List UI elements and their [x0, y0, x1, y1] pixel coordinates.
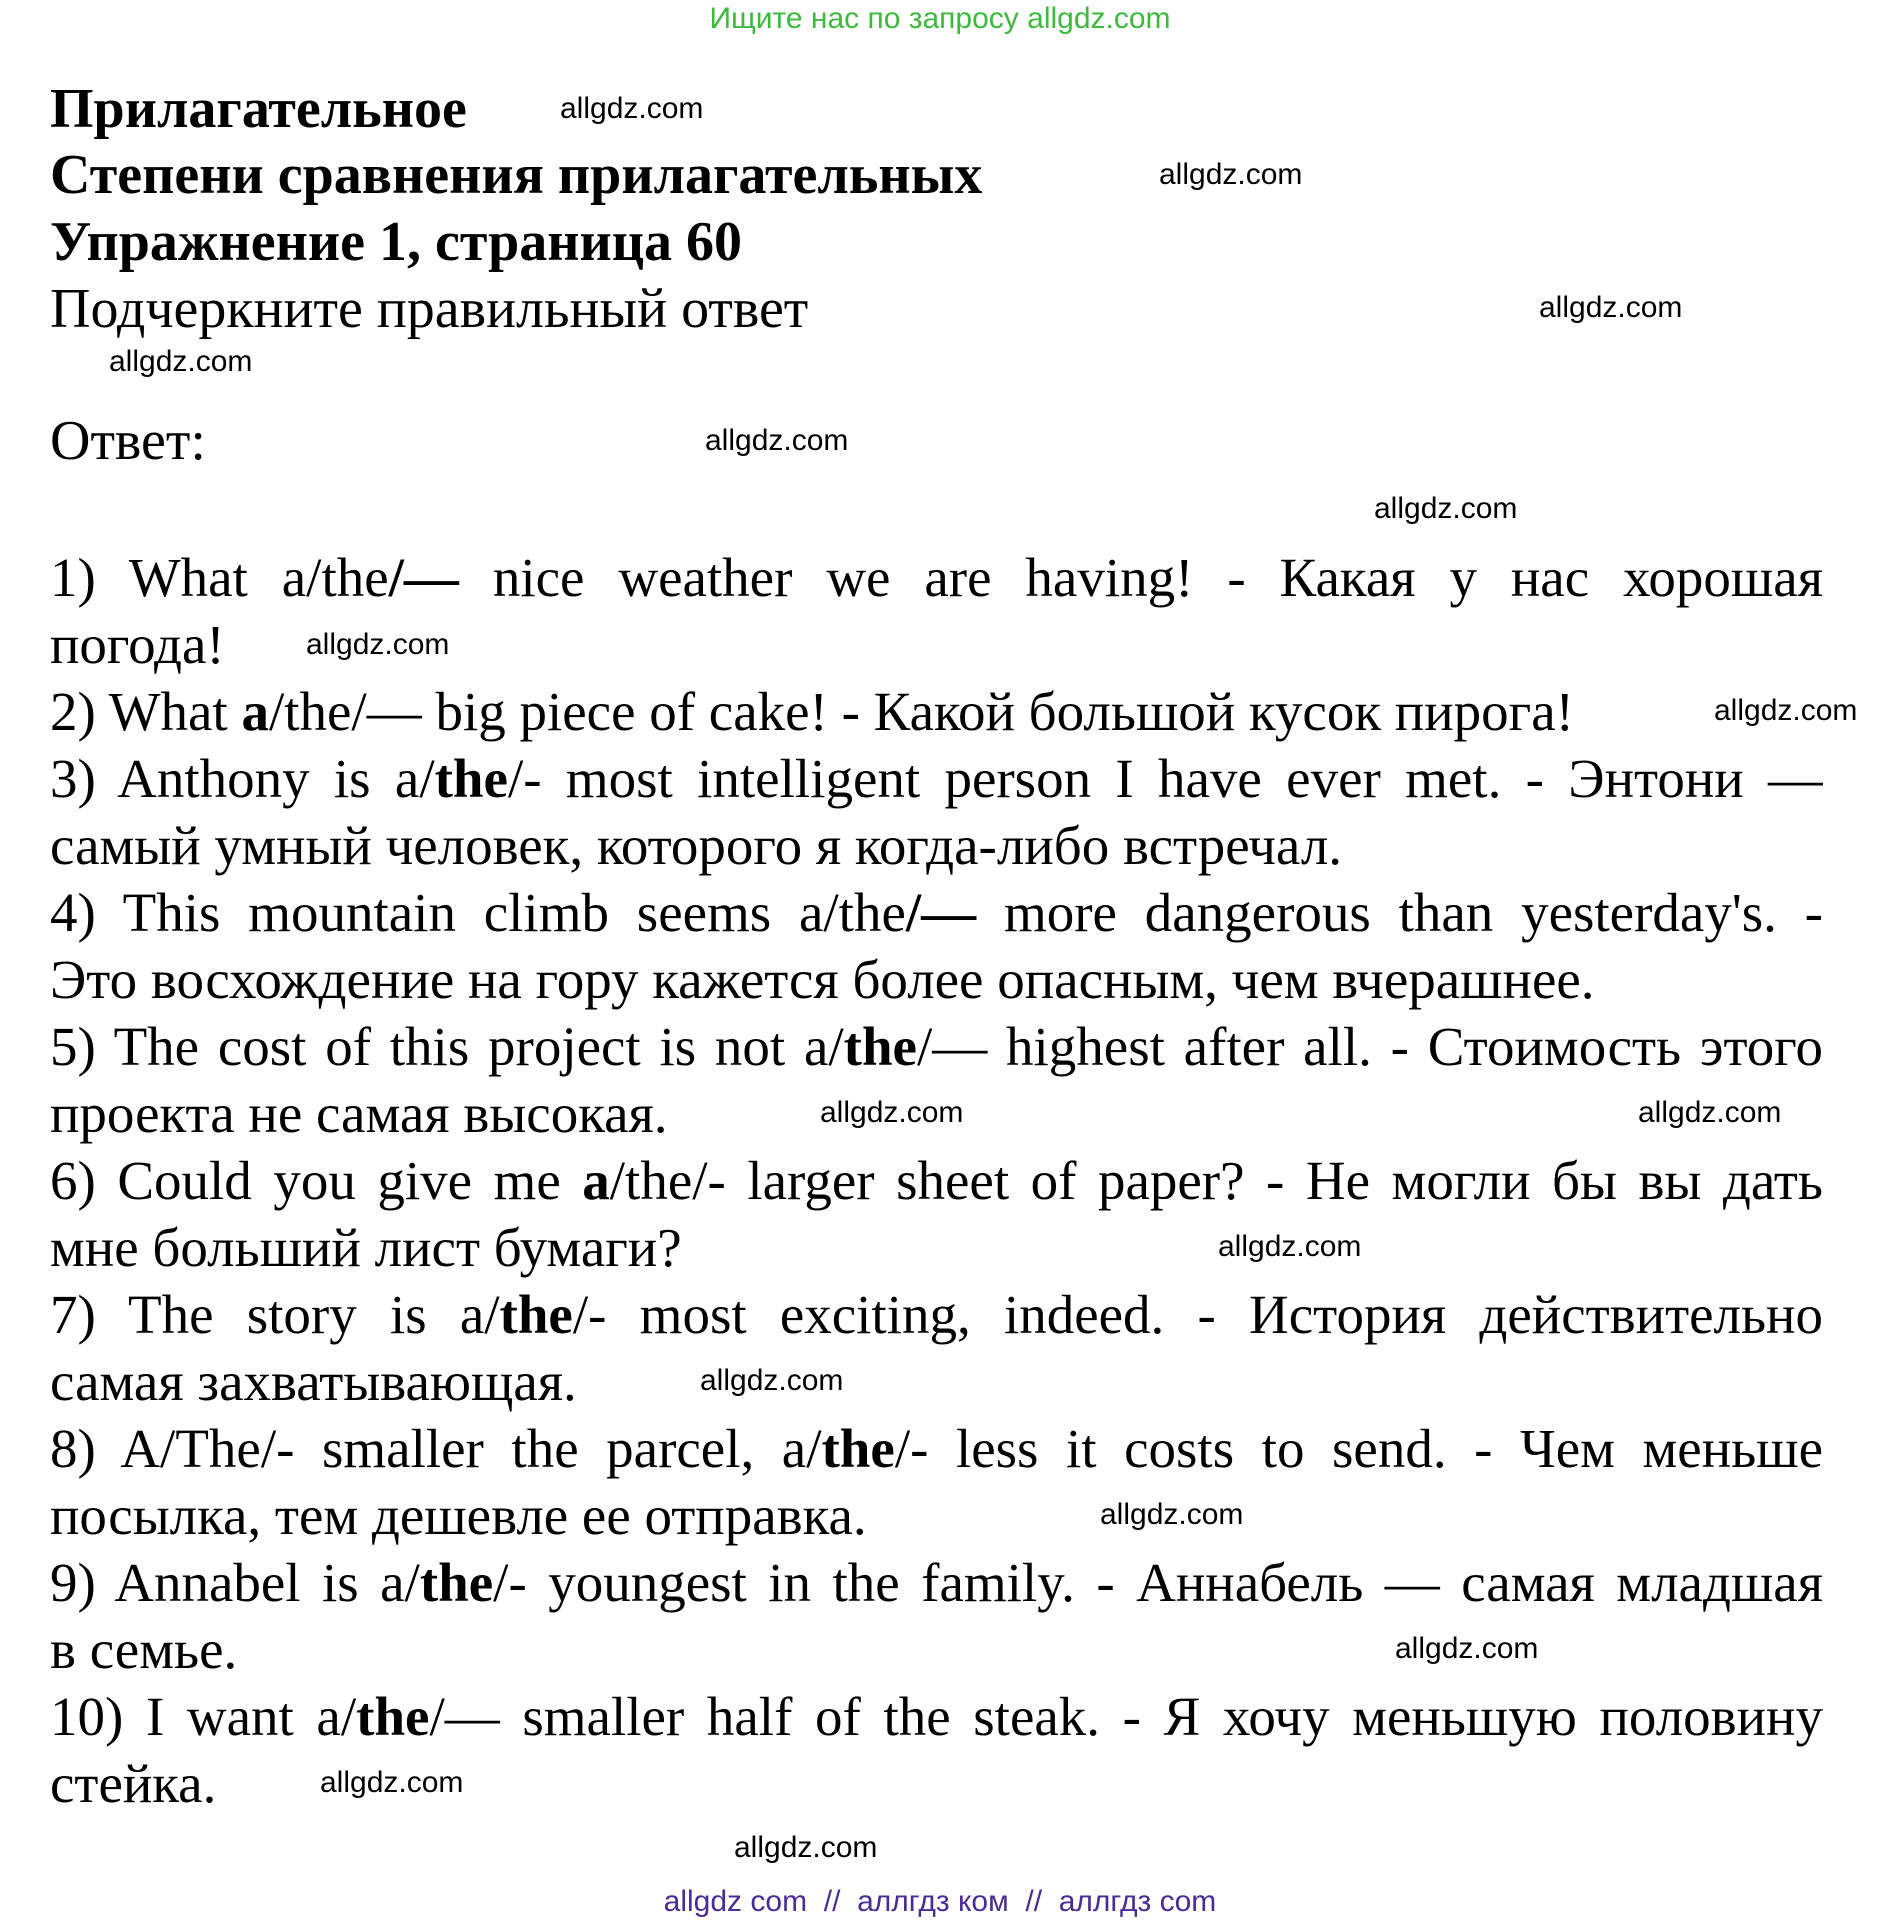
correct-answer-highlight: a	[241, 681, 269, 742]
answer-text: 8) A/The/- smaller the parcel, a/	[50, 1418, 822, 1479]
answer-text: 9) Annabel is a/	[50, 1552, 420, 1613]
watermark: allgdz.com	[1638, 1096, 1782, 1129]
answer-item	[50, 1281, 1823, 1415]
answer-text: погода!	[50, 614, 225, 675]
correct-answer-highlight: /—	[388, 547, 459, 608]
answer-text: стейка.	[50, 1753, 217, 1814]
answer-line	[50, 879, 1823, 946]
answer-line	[50, 1750, 1823, 1817]
answer-text: /- youngest in the family. - Аннабель — самая младшая	[493, 1552, 1823, 1613]
watermark: allgdz.com	[1539, 291, 1683, 324]
answer-line	[50, 1683, 1823, 1750]
answer-line	[50, 812, 1823, 879]
answer-label: Ответ:	[50, 410, 206, 472]
watermark: allgdz.com	[700, 1364, 844, 1397]
answer-line	[50, 745, 1823, 812]
watermark: allgdz.com	[1159, 158, 1303, 191]
answer-text: 4) This mountain climb seems a/the	[50, 882, 906, 943]
answer-line	[50, 1415, 1823, 1482]
watermark: allgdz.com	[109, 345, 253, 378]
answer-text: 10) I want a/	[50, 1686, 357, 1747]
answer-text: 7) The story is a/	[50, 1284, 500, 1345]
answer-text: /- most exciting, indeed. - История действительно	[572, 1284, 1823, 1345]
answer-line	[50, 1214, 1823, 1281]
answer-line	[50, 1281, 1823, 1348]
watermark: allgdz.com	[1395, 1632, 1539, 1665]
answer-text: самая захватывающая.	[50, 1351, 577, 1412]
correct-answer-highlight: the	[499, 1284, 573, 1345]
subtopic-title: Степени сравнения прилагательных	[50, 144, 983, 206]
answer-list	[50, 544, 1823, 1817]
answer-line	[50, 1616, 1823, 1683]
answer-text: мне больший лист бумаги?	[50, 1217, 682, 1278]
answer-line	[50, 946, 1823, 1013]
correct-answer-highlight: the	[434, 748, 508, 809]
answer-text: 1) What a/the	[50, 547, 389, 608]
correct-answer-highlight: the	[821, 1418, 895, 1479]
watermark: allgdz.com	[560, 92, 704, 125]
answer-line	[50, 1013, 1823, 1080]
answer-line	[50, 1549, 1823, 1616]
watermark: allgdz.com	[1374, 492, 1518, 525]
watermark: allgdz.com	[820, 1096, 964, 1129]
answer-text: /— highest after all. - Стоимость этого	[916, 1016, 1823, 1077]
answer-text: 5) The cost of this project is not a/	[50, 1016, 844, 1077]
answer-text: more dangerous than yesterday's. -	[976, 882, 1823, 943]
correct-answer-highlight: the	[419, 1552, 494, 1613]
answer-text: nice weather we are having! - Какая у нас хорошая	[458, 547, 1823, 608]
correct-answer-highlight: the	[843, 1016, 917, 1077]
instruction: Подчеркните правильный ответ	[50, 278, 809, 340]
answer-item	[50, 1415, 1823, 1549]
answer-text: проекта не самая высокая.	[50, 1083, 668, 1144]
answer-text: /the/- larger sheet of paper? - Не могли бы вы дать	[609, 1150, 1823, 1211]
watermark: allgdz.com	[1218, 1230, 1362, 1263]
search-banner: Ищите нас по запросу allgdz.com	[709, 2, 1171, 35]
answer-item	[50, 678, 1823, 745]
answer-item	[50, 1549, 1823, 1683]
answer-text: 3) Anthony is a/	[50, 748, 435, 809]
answer-text: /- less it costs to send. - Чем меньше	[894, 1418, 1823, 1479]
watermark: allgdz.com	[1714, 694, 1858, 727]
watermark: allgdz.com	[306, 628, 450, 661]
answer-text: /the/— big piece of cake! - Какой большой кусок пирога!	[268, 681, 1574, 742]
answer-item	[50, 879, 1823, 1013]
watermark: allgdz.com	[705, 424, 849, 457]
answer-line	[50, 678, 1823, 745]
answer-line	[50, 544, 1823, 611]
correct-answer-highlight: the	[356, 1686, 430, 1747]
answer-item	[50, 745, 1823, 879]
answer-line	[50, 1147, 1823, 1214]
answer-text: посылка, тем дешевле ее отправка.	[50, 1485, 867, 1546]
answer-text: в семье.	[50, 1619, 238, 1680]
correct-answer-highlight: /—	[905, 882, 977, 943]
answer-text: /- most intelligent person I have ever met. - Энтони —	[507, 748, 1823, 809]
topic-title: Прилагательное	[50, 78, 467, 140]
correct-answer-highlight: a	[582, 1150, 610, 1211]
footer-links[interactable]: allgdz com // аллгдз ком // аллгдз com	[663, 1885, 1217, 1918]
answer-item	[50, 1147, 1823, 1281]
exercise-title: Упражнение 1, страница 60	[50, 211, 743, 273]
watermark: allgdz.com	[1100, 1498, 1244, 1531]
answer-text: самый умный человек, которого я когда-либо встречал.	[50, 815, 1343, 876]
watermark: allgdz.com	[320, 1766, 464, 1799]
answer-item	[50, 1683, 1823, 1817]
answer-text: 2) What	[50, 681, 242, 742]
watermark: allgdz.com	[734, 1831, 878, 1864]
answer-text: Это восхождение на гору кажется более опасным, чем вчерашнее.	[50, 949, 1595, 1010]
answer-line	[50, 1348, 1823, 1415]
answer-line	[50, 1482, 1823, 1549]
answer-text: 6) Could you give me	[50, 1150, 583, 1211]
answer-text: /— smaller half of the steak. - Я хочу меньшую половину	[429, 1686, 1823, 1747]
